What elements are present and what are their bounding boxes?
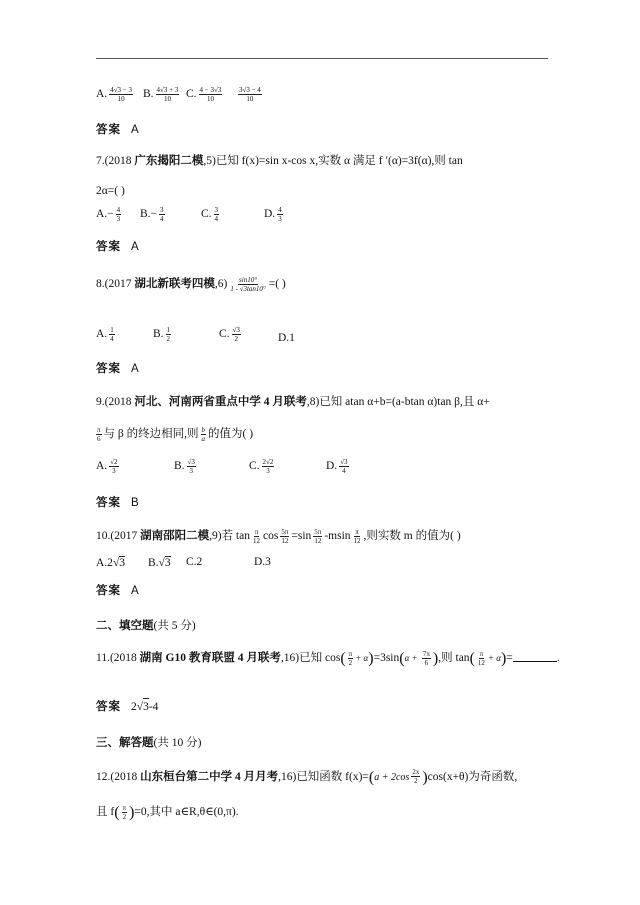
q10-answer: 答案 A <box>96 583 139 597</box>
q10-option-a: A.2√3 <box>96 557 125 569</box>
q8-option-a: A. $\frac{1}{4}$ <box>96 326 114 343</box>
q6-option-b: B. $\frac{4√3 + 3}{10}$ <box>143 86 179 103</box>
q10-option-d: D.3 <box>254 556 271 568</box>
q7-option-d: D. $\frac{4}{3}$ <box>264 206 282 223</box>
header-rule <box>96 58 548 59</box>
q9-answer: 答案 B <box>96 495 139 509</box>
q9-stem: 9.(2018 河北、河南两省重点中学 4 月联考,8)已知 atan α+b=(a-btan α)tan β,且 α+ <box>96 396 490 408</box>
q6-answer: 答案 A <box>96 122 139 136</box>
q8-stem: 8.(2017 湖北新联考四模,6) $\frac{\sin 10^\circ}{1 - √3\tan 10^\circ}$ =( ) <box>96 276 286 293</box>
q10-option-c: C.2 <box>186 556 203 568</box>
q7-option-c: C. $\frac{3}{4}$ <box>201 206 219 223</box>
q11-answer-blank <box>513 651 557 662</box>
q6-option-a: A. $\frac{4√3 - 3}{10}$ <box>96 86 132 103</box>
q8-option-c: C. $\frac{√3}{2}$ <box>219 326 240 343</box>
q9-option-c: C. $\frac{2√2}{3}$ <box>249 458 274 475</box>
q8-answer: 答案 A <box>96 361 139 375</box>
q7-option-a: A.− $\frac{4}{3}$ <box>96 206 121 223</box>
q9-option-d: D. $\frac{√3}{4}$ <box>326 458 348 475</box>
q11-stem: 11.(2018 湖南 G10 教育联盟 4 月联考,16)已知 cos( $\frac{\pi}{2}$ + α)=3sin(α + $\frac{7\pi}{6}$ ),则 tan( $\frac{\pi}{12}$ + α)= . <box>96 650 560 668</box>
q7-stem-2: 2α=( ) <box>96 185 125 197</box>
q7-option-b: B.− $\frac{3}{4}$ <box>140 206 164 223</box>
q7-stem: 7.(2018 广东揭阳二模,5)已知 f(x)=sin x-cos x,实数 α 满足 f ′(α)=3f(α),则 tan <box>96 155 463 167</box>
section-solve-title: 三、解答题(共 10 分) <box>96 735 202 749</box>
q12-stem-2: 且 f( $\frac{\pi}{2}$ )=0,其中 a∈R,θ∈(0,π). <box>96 804 239 822</box>
q10-stem: 10.(2017 湖南邵阳二模,9)若 tan $\frac{\pi}{12}$ cos $\frac{5\pi}{12}$ =sin $\frac{5\pi}{12}$ -msin $\frac{\pi}{12}$ ,则实数 m 的值为( ) <box>96 528 461 545</box>
q8-option-b: B. $\frac{1}{2}$ <box>153 326 171 343</box>
q9-option-a: A. $\frac{√2}{3}$ <box>96 458 118 475</box>
q9-option-b: B. $\frac{√3}{3}$ <box>174 458 195 475</box>
q8-option-d: D.1 <box>278 332 295 344</box>
q11-answer: 答案 2√3-4 <box>96 699 159 713</box>
q10-option-b: B.√3 <box>148 557 171 569</box>
section-fill-in-title: 二、填空题(共 5 分) <box>96 618 196 632</box>
q12-stem: 12.(2018 山东桓台第二中学 4 月月考,16)已知函数 f(x)=(a + 2cos $\frac{2x}{2}$ )cos(x+θ)为奇函数, <box>96 768 518 786</box>
q7-answer: 答案 A <box>96 239 139 253</box>
q6-option-c: C. $\frac{4 - 3√3}{10}$ <box>186 86 222 103</box>
q6-option-d: $\frac{3√3 - 4}{10}$ <box>239 86 261 103</box>
q9-stem-2: $\frac{\pi}{6}$ 与 β 的终边相同,则 $\frac{b}{a}$ 的值为( ) <box>97 426 254 443</box>
